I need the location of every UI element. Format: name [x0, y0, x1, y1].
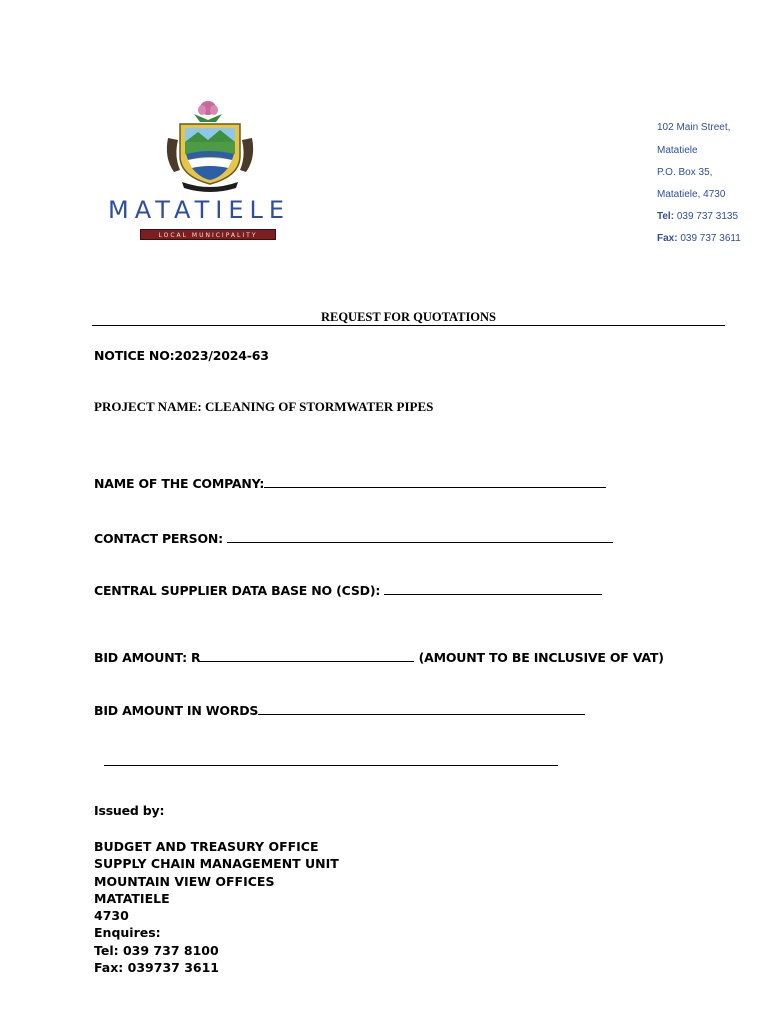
- bid-amount-note: (AMOUNT TO BE INCLUSIVE OF VAT): [414, 650, 664, 665]
- csd-label: CENTRAL SUPPLIER DATA BASE NO (CSD):: [94, 583, 385, 598]
- issuer-line-2: SUPPLY CHAIN MANAGEMENT UNIT: [94, 856, 339, 872]
- address-line-2: Matatiele: [657, 145, 698, 156]
- fax-value: 039 737 3611: [680, 233, 741, 244]
- csd-blank[interactable]: [384, 582, 602, 595]
- bid-amount-blank[interactable]: [200, 649, 414, 662]
- company-field-row: [94, 475, 606, 491]
- address-line-4: Matatiele, 4730: [657, 189, 726, 200]
- municipality-subtitle-banner: LOCAL MUNICIPALITY: [140, 229, 276, 240]
- tel-value: 039 737 3135: [676, 211, 738, 222]
- issuer-line-7: Tel: 039 737 8100: [94, 942, 219, 958]
- company-blank[interactable]: [264, 475, 606, 488]
- address-fax: [657, 233, 741, 244]
- company-label: NAME OF THE COMPANY:: [94, 476, 265, 491]
- address-tel: [657, 211, 738, 222]
- title-rule: [92, 325, 725, 326]
- issuer-details: [94, 838, 339, 976]
- contact-field-row: [94, 530, 613, 546]
- issuer-line-3: MOUNTAIN VIEW OFFICES: [94, 873, 275, 889]
- document-title: REQUEST FOR QUOTATIONS: [320, 310, 497, 324]
- municipality-name: MATATIELE: [108, 196, 291, 224]
- bid-amount-label: BID AMOUNT: R: [94, 650, 201, 665]
- bid-amount-row: [94, 649, 664, 665]
- issuer-line-1: BUDGET AND TREASURY OFFICE: [94, 839, 319, 854]
- project-name: PROJECT NAME: CLEANING OF STORMWATER PIPES: [94, 399, 434, 414]
- issuer-line-8: Fax: 039737 3611: [94, 960, 219, 976]
- issued-by: Issued by:: [94, 803, 165, 818]
- contact-label: CONTACT PERSON:: [94, 531, 228, 546]
- fax-label: Fax:: [657, 233, 678, 244]
- csd-field-row: [94, 582, 602, 598]
- notice-number: NOTICE NO:2023/2024-63: [94, 348, 269, 363]
- bid-words-row: [94, 702, 585, 718]
- contact-blank[interactable]: [227, 530, 613, 543]
- municipal-crest-logo: [160, 98, 260, 194]
- address-line-3: P.O. Box 35,: [657, 167, 713, 178]
- bid-words-blank[interactable]: [258, 702, 585, 715]
- issuer-line-6: Enquires:: [94, 925, 161, 941]
- issuer-line-4: MATATIELE: [94, 890, 170, 906]
- issuer-line-5: 4730: [94, 908, 129, 924]
- bid-words-continuation-blank[interactable]: [104, 765, 558, 766]
- tel-label: Tel:: [657, 211, 675, 222]
- bid-words-label: BID AMOUNT IN WORDS: [94, 703, 259, 718]
- address-line-1: 102 Main Street,: [657, 122, 731, 133]
